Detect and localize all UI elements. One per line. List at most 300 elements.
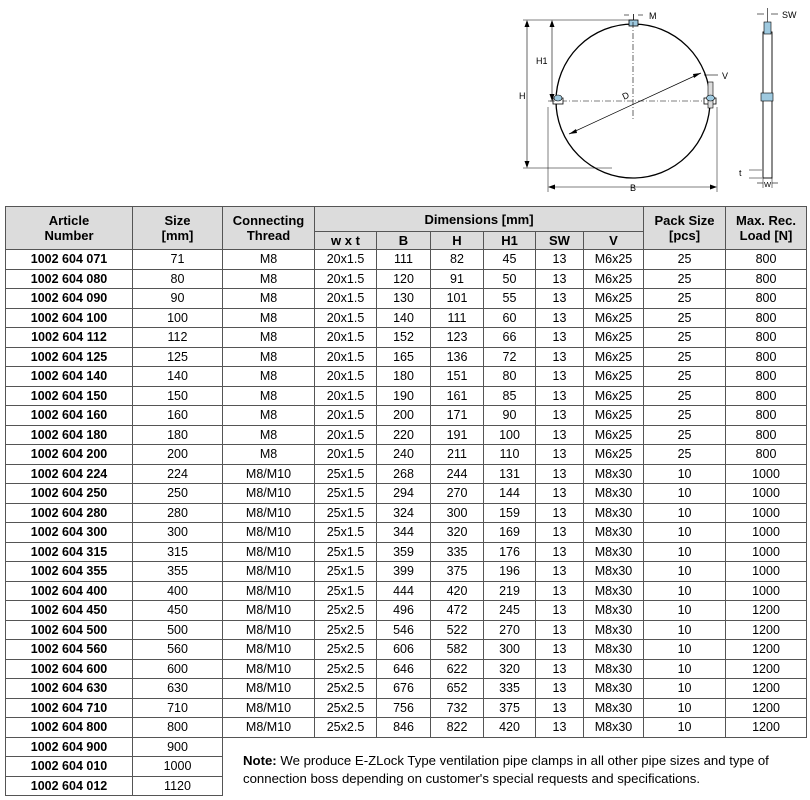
top-boss xyxy=(629,20,638,26)
table-cell: M8/M10 xyxy=(223,620,315,640)
label-h1: H1 xyxy=(536,56,548,66)
table-row xyxy=(6,445,807,465)
table-cell: 324 xyxy=(377,503,431,523)
table-cell: 20x1.5 xyxy=(315,406,377,426)
table-cell: 732 xyxy=(431,698,484,718)
table-cell: 120 xyxy=(377,269,431,289)
table-cell: 800 xyxy=(726,269,807,289)
table-cell: 13 xyxy=(536,659,584,679)
table-cell: 10 xyxy=(644,464,726,484)
header-article: Article Number xyxy=(6,207,133,250)
label-d: D xyxy=(620,89,631,102)
table-cell: 13 xyxy=(536,406,584,426)
table-cell: 1002 604 630 xyxy=(6,679,133,699)
table-row xyxy=(6,464,807,484)
table-cell: 1200 xyxy=(726,718,807,738)
table-cell: 82 xyxy=(431,250,484,270)
table-cell: 25x1.5 xyxy=(315,484,377,504)
table-cell: M8x30 xyxy=(584,484,644,504)
table-cell: 20x1.5 xyxy=(315,445,377,465)
table-cell: 300 xyxy=(431,503,484,523)
note-text: We produce E-ZLock Type ventilation pipe clamps in all other pipe sizes and type of connection boss depending on customer's special requests and specifications. xyxy=(243,752,769,786)
table-cell: 344 xyxy=(377,523,431,543)
table-cell: M8 xyxy=(223,308,315,328)
table-cell: 161 xyxy=(431,386,484,406)
table-cell: M8/M10 xyxy=(223,601,315,621)
table-cell: 800 xyxy=(726,367,807,387)
table-cell: M6x25 xyxy=(584,406,644,426)
table-cell: 80 xyxy=(133,269,223,289)
table-cell: 25 xyxy=(644,289,726,309)
table-cell: M8x30 xyxy=(584,601,644,621)
table-cell: 25 xyxy=(644,269,726,289)
table-cell: 25x1.5 xyxy=(315,523,377,543)
table-cell: M8/M10 xyxy=(223,679,315,699)
table-cell: 10 xyxy=(644,659,726,679)
table-cell: M8 xyxy=(223,386,315,406)
table-cell: M8 xyxy=(223,347,315,367)
table-cell: 13 xyxy=(536,542,584,562)
table-cell: 100 xyxy=(484,425,536,445)
table-cell: 315 xyxy=(133,542,223,562)
table-cell: 90 xyxy=(484,406,536,426)
table-cell: 80 xyxy=(484,367,536,387)
table-cell: 13 xyxy=(536,425,584,445)
table-cell: 220 xyxy=(377,425,431,445)
table-cell: 150 xyxy=(133,386,223,406)
table-cell: M8 xyxy=(223,250,315,270)
label-m: M xyxy=(649,11,657,21)
table-cell: M6x25 xyxy=(584,445,644,465)
table-cell: 165 xyxy=(377,347,431,367)
table-cell: 25 xyxy=(644,347,726,367)
table-cell: 1002 604 500 xyxy=(6,620,133,640)
table-cell: M8 xyxy=(223,367,315,387)
label-h: H xyxy=(519,91,526,101)
table-cell: 110 xyxy=(484,445,536,465)
table-cell: M8/M10 xyxy=(223,562,315,582)
table-cell: 144 xyxy=(484,484,536,504)
table-cell: 25x1.5 xyxy=(315,464,377,484)
table-row xyxy=(6,659,807,679)
table-cell: 13 xyxy=(536,640,584,660)
table-cell: 10 xyxy=(644,503,726,523)
table-cell: 25x2.5 xyxy=(315,640,377,660)
table-cell: 245 xyxy=(484,601,536,621)
table-cell: 335 xyxy=(431,542,484,562)
table-cell: 13 xyxy=(536,308,584,328)
table-cell: M8x30 xyxy=(584,581,644,601)
table-cell: 10 xyxy=(644,698,726,718)
table-cell: 240 xyxy=(377,445,431,465)
label-v: V xyxy=(722,71,729,81)
table-cell: 294 xyxy=(377,484,431,504)
table-row xyxy=(6,620,807,640)
table-cell: 20x1.5 xyxy=(315,269,377,289)
header-thread: Connecting Thread xyxy=(223,207,315,250)
table-row xyxy=(6,679,807,699)
table-cell: 190 xyxy=(377,386,431,406)
table-cell: 1000 xyxy=(726,562,807,582)
table-cell: 606 xyxy=(377,640,431,660)
table-cell: M6x25 xyxy=(584,289,644,309)
table-row xyxy=(6,640,807,660)
table-cell: 25x2.5 xyxy=(315,620,377,640)
table-cell: 270 xyxy=(431,484,484,504)
table-cell: 13 xyxy=(536,445,584,465)
table-cell: 800 xyxy=(726,347,807,367)
label-w: W xyxy=(764,180,772,189)
table-cell: 500 xyxy=(133,620,223,640)
header-h1: H1 xyxy=(484,232,536,250)
table-cell: M8/M10 xyxy=(223,581,315,601)
table-cell: 13 xyxy=(536,562,584,582)
table-cell: 25 xyxy=(644,386,726,406)
table-cell: 1002 604 355 xyxy=(6,562,133,582)
table-cell: 13 xyxy=(536,347,584,367)
table-cell: 25x2.5 xyxy=(315,659,377,679)
table-cell: 1200 xyxy=(726,620,807,640)
table-cell: 13 xyxy=(536,289,584,309)
table-cell: 125 xyxy=(133,347,223,367)
table-cell: 800 xyxy=(726,445,807,465)
table-cell: M8x30 xyxy=(584,542,644,562)
table-cell: 219 xyxy=(484,581,536,601)
table-cell: 250 xyxy=(133,484,223,504)
table-row xyxy=(6,542,807,562)
table-cell: 20x1.5 xyxy=(315,425,377,445)
table-row xyxy=(6,718,807,738)
table-cell: 560 xyxy=(133,640,223,660)
table-cell: 130 xyxy=(377,289,431,309)
table-cell: 1002 604 140 xyxy=(6,367,133,387)
table-cell: 1002 604 180 xyxy=(6,425,133,445)
table-cell: 1002 604 150 xyxy=(6,386,133,406)
table-cell: M8/M10 xyxy=(223,503,315,523)
table-cell: 25 xyxy=(644,406,726,426)
table-cell: 1002 604 800 xyxy=(6,718,133,738)
table-cell: 280 xyxy=(133,503,223,523)
table-cell: 10 xyxy=(644,542,726,562)
table-cell: 800 xyxy=(726,328,807,348)
table-cell: M8x30 xyxy=(584,679,644,699)
table-cell: 600 xyxy=(133,659,223,679)
table-cell: 101 xyxy=(431,289,484,309)
table-cell: M8 xyxy=(223,406,315,426)
table-cell: 10 xyxy=(644,484,726,504)
table-cell: 160 xyxy=(133,406,223,426)
table-row xyxy=(6,386,807,406)
table-cell: 1002 604 300 xyxy=(6,523,133,543)
table-cell: 630 xyxy=(133,679,223,699)
table-cell: 10 xyxy=(644,620,726,640)
table-cell: M6x25 xyxy=(584,386,644,406)
table-cell: 10 xyxy=(644,562,726,582)
table-cell: 1002 604 400 xyxy=(6,581,133,601)
table-cell: M8x30 xyxy=(584,523,644,543)
table-cell: M8 xyxy=(223,445,315,465)
header-pack-size: Pack Size [pcs] xyxy=(644,207,726,250)
table-cell: 444 xyxy=(377,581,431,601)
table-cell: 25 xyxy=(644,250,726,270)
table-cell: 200 xyxy=(133,445,223,465)
table-cell: 25 xyxy=(644,425,726,445)
table-row xyxy=(6,601,807,621)
table-cell: M8 xyxy=(223,328,315,348)
note-label: Note: xyxy=(243,752,277,768)
table-cell: 1002 604 071 xyxy=(6,250,133,270)
table-cell: 1002 604 125 xyxy=(6,347,133,367)
table-cell: 180 xyxy=(133,425,223,445)
table-cell: 159 xyxy=(484,503,536,523)
table-cell: 152 xyxy=(377,328,431,348)
table-cell: M6x25 xyxy=(584,347,644,367)
table-cell: 1002 604 090 xyxy=(6,289,133,309)
header-row-1 xyxy=(6,207,807,232)
table-cell: 756 xyxy=(377,698,431,718)
table-cell: 25x1.5 xyxy=(315,542,377,562)
table-cell: 200 xyxy=(377,406,431,426)
table-row xyxy=(6,698,807,718)
table-cell: M6x25 xyxy=(584,269,644,289)
table-cell: M8/M10 xyxy=(223,640,315,660)
table-cell: 123 xyxy=(431,328,484,348)
table-cell: 45 xyxy=(484,250,536,270)
label-sw: SW xyxy=(782,10,797,20)
specification-table xyxy=(5,206,807,796)
table-cell: 136 xyxy=(431,347,484,367)
label-t: t xyxy=(739,168,742,178)
table-cell: 55 xyxy=(484,289,536,309)
table-cell: 171 xyxy=(431,406,484,426)
table-cell: M6x25 xyxy=(584,308,644,328)
table-cell: 10 xyxy=(644,718,726,738)
table-cell: 1002 604 200 xyxy=(6,445,133,465)
header-b: B xyxy=(377,232,431,250)
table-cell: M8/M10 xyxy=(223,659,315,679)
table-cell: 60 xyxy=(484,308,536,328)
table-cell: 140 xyxy=(133,367,223,387)
table-cell: 180 xyxy=(377,367,431,387)
table-cell: M8x30 xyxy=(584,620,644,640)
table-cell: 13 xyxy=(536,679,584,699)
table-cell: 169 xyxy=(484,523,536,543)
table-cell: 100 xyxy=(133,308,223,328)
table-cell: 131 xyxy=(484,464,536,484)
table-row xyxy=(6,562,807,582)
table-cell: 1002 604 010 xyxy=(6,757,133,777)
table-cell: M8x30 xyxy=(584,659,644,679)
header-v: V xyxy=(584,232,644,250)
table-cell: 1002 604 100 xyxy=(6,308,133,328)
table-cell: 646 xyxy=(377,659,431,679)
table-cell: 72 xyxy=(484,347,536,367)
table-cell: 66 xyxy=(484,328,536,348)
table-cell: 13 xyxy=(536,523,584,543)
table-cell: 399 xyxy=(377,562,431,582)
table-cell: M8 xyxy=(223,425,315,445)
table-cell: 13 xyxy=(536,269,584,289)
table-cell: 375 xyxy=(484,698,536,718)
table-cell: 13 xyxy=(536,698,584,718)
table-cell: 1002 604 112 xyxy=(6,328,133,348)
header-dimensions: Dimensions [mm] xyxy=(315,207,644,232)
table-row xyxy=(6,737,807,757)
table-row xyxy=(6,289,807,309)
table-cell: 10 xyxy=(644,523,726,543)
table-cell: 822 xyxy=(431,718,484,738)
table-row xyxy=(6,425,807,445)
table-cell: 13 xyxy=(536,386,584,406)
table-cell: 1002 604 560 xyxy=(6,640,133,660)
table-cell: 800 xyxy=(726,386,807,406)
table-cell: 710 xyxy=(133,698,223,718)
table-row xyxy=(6,406,807,426)
table-cell: M8x30 xyxy=(584,562,644,582)
table-cell: 1002 604 080 xyxy=(6,269,133,289)
table-cell: M8 xyxy=(223,269,315,289)
table-cell: 13 xyxy=(536,581,584,601)
side-view-band xyxy=(763,32,772,178)
table-cell: M8 xyxy=(223,289,315,309)
table-cell: 268 xyxy=(377,464,431,484)
table-cell: 13 xyxy=(536,464,584,484)
table-cell: 1000 xyxy=(726,581,807,601)
table-cell: 25x2.5 xyxy=(315,679,377,699)
table-cell: 1002 604 224 xyxy=(6,464,133,484)
table-cell: 20x1.5 xyxy=(315,367,377,387)
table-cell: 320 xyxy=(431,523,484,543)
table-cell: 582 xyxy=(431,640,484,660)
table-cell: 900 xyxy=(133,737,223,757)
table-cell: 800 xyxy=(726,250,807,270)
table-cell: 20x1.5 xyxy=(315,289,377,309)
table-cell: 13 xyxy=(536,503,584,523)
table-cell: 420 xyxy=(431,581,484,601)
table-cell: 420 xyxy=(484,718,536,738)
table-cell: 140 xyxy=(377,308,431,328)
table-cell: 20x1.5 xyxy=(315,250,377,270)
table-cell: 25x2.5 xyxy=(315,601,377,621)
table-cell: 176 xyxy=(484,542,536,562)
table-cell: M8/M10 xyxy=(223,542,315,562)
table-cell: 1002 604 710 xyxy=(6,698,133,718)
table-cell: M8/M10 xyxy=(223,464,315,484)
table-cell: M8/M10 xyxy=(223,698,315,718)
table-cell: 1000 xyxy=(133,757,223,777)
table-cell: M8/M10 xyxy=(223,718,315,738)
table-cell: 800 xyxy=(726,289,807,309)
table-cell: 25x1.5 xyxy=(315,581,377,601)
table-cell: 846 xyxy=(377,718,431,738)
table-cell: 450 xyxy=(133,601,223,621)
table-cell: 71 xyxy=(133,250,223,270)
table-cell: 25x2.5 xyxy=(315,698,377,718)
table-cell: 1200 xyxy=(726,601,807,621)
table-cell: 335 xyxy=(484,679,536,699)
table-cell: 496 xyxy=(377,601,431,621)
table-cell: 13 xyxy=(536,601,584,621)
table-cell: 1000 xyxy=(726,484,807,504)
table-cell: M8x30 xyxy=(584,640,644,660)
table-cell: 652 xyxy=(431,679,484,699)
table-cell: 20x1.5 xyxy=(315,347,377,367)
table-cell: 85 xyxy=(484,386,536,406)
table-cell: 13 xyxy=(536,620,584,640)
table-cell: 1000 xyxy=(726,464,807,484)
header-h: H xyxy=(431,232,484,250)
table-cell: 1002 604 280 xyxy=(6,503,133,523)
table-cell: 676 xyxy=(377,679,431,699)
table-cell: 375 xyxy=(431,562,484,582)
table-cell: 191 xyxy=(431,425,484,445)
table-cell: 25 xyxy=(644,328,726,348)
table-row xyxy=(6,250,807,270)
table-cell: 1002 604 315 xyxy=(6,542,133,562)
table-cell: 13 xyxy=(536,328,584,348)
table-row xyxy=(6,523,807,543)
table-cell: 10 xyxy=(644,679,726,699)
header-sw: SW xyxy=(536,232,584,250)
table-cell: 13 xyxy=(536,367,584,387)
header-size: Size [mm] xyxy=(133,207,223,250)
table-cell: 800 xyxy=(726,425,807,445)
table-cell: 522 xyxy=(431,620,484,640)
table-cell: M6x25 xyxy=(584,367,644,387)
table-cell: 25x2.5 xyxy=(315,718,377,738)
table-cell: M6x25 xyxy=(584,328,644,348)
table-cell: M8x30 xyxy=(584,698,644,718)
table-cell: M8x30 xyxy=(584,464,644,484)
table-cell: M8x30 xyxy=(584,718,644,738)
table-cell: 300 xyxy=(133,523,223,543)
pipe-clamp-drawing xyxy=(0,0,810,200)
table-cell: 10 xyxy=(644,601,726,621)
table-cell: 25 xyxy=(644,367,726,387)
table-cell: 25 xyxy=(644,445,726,465)
table-cell: 1002 604 450 xyxy=(6,601,133,621)
label-b: B xyxy=(630,183,637,193)
table-row xyxy=(6,308,807,328)
table-cell: 546 xyxy=(377,620,431,640)
table-cell: 1002 604 160 xyxy=(6,406,133,426)
table-cell: 10 xyxy=(644,640,726,660)
table-cell: 25 xyxy=(644,308,726,328)
table-cell: 50 xyxy=(484,269,536,289)
table-cell: 10 xyxy=(644,581,726,601)
table-cell: 112 xyxy=(133,328,223,348)
table-cell: 1002 604 600 xyxy=(6,659,133,679)
table-cell: 472 xyxy=(431,601,484,621)
table-cell: M6x25 xyxy=(584,250,644,270)
table-row xyxy=(6,347,807,367)
table-cell: 20x1.5 xyxy=(315,308,377,328)
table-cell: M8x30 xyxy=(584,503,644,523)
table-cell: 1002 604 012 xyxy=(6,776,133,796)
table-cell: 1200 xyxy=(726,640,807,660)
header-max-load: Max. Rec. Load [N] xyxy=(726,207,807,250)
table-row xyxy=(6,328,807,348)
table-cell: 1120 xyxy=(133,776,223,796)
table-cell: 196 xyxy=(484,562,536,582)
table-cell: 1200 xyxy=(726,679,807,699)
table-cell: 270 xyxy=(484,620,536,640)
table-cell: 359 xyxy=(377,542,431,562)
table-cell: 400 xyxy=(133,581,223,601)
table-cell: 1200 xyxy=(726,659,807,679)
table-cell: 25x1.5 xyxy=(315,503,377,523)
table-cell: 151 xyxy=(431,367,484,387)
